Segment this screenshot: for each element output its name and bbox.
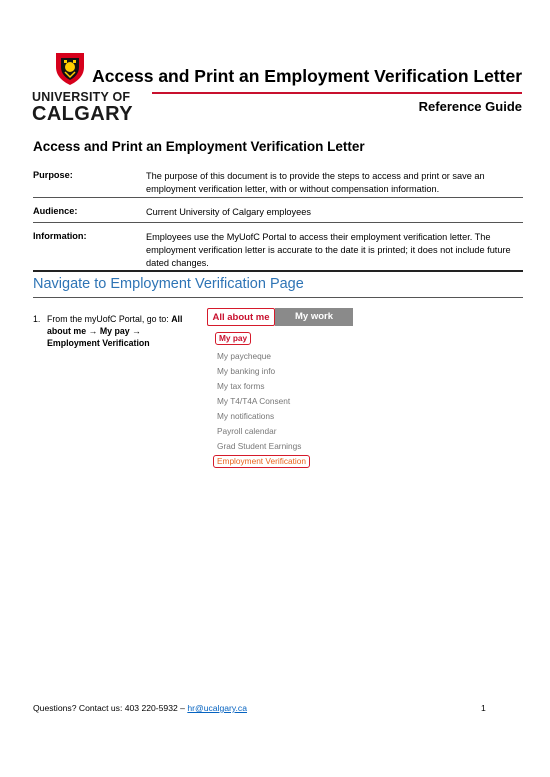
step-text-start: From the myUofC Portal, go to:: [47, 314, 172, 324]
menu-list: [213, 330, 337, 470]
menu-item-employment-verification[interactable]: Employment Verification: [213, 455, 310, 468]
divider: [33, 270, 523, 272]
divider: [33, 222, 523, 223]
menu-item-my-notifications[interactable]: My notifications: [217, 411, 275, 421]
arrow-icon: →: [132, 326, 141, 337]
audience-text: Current University of Calgary employees: [146, 207, 311, 217]
purpose-label: Purpose:: [33, 170, 73, 180]
divider: [33, 297, 523, 298]
step-number: 1.: [33, 314, 41, 324]
university-logo: [32, 50, 147, 130]
menu-item-t4-consent[interactable]: My T4/T4A Consent: [217, 396, 291, 406]
path-all-about-me: All about me: [47, 314, 183, 337]
menu-item-payroll-calendar[interactable]: Payroll calendar: [217, 426, 277, 436]
menu-item-my-tax-forms[interactable]: My tax forms: [217, 381, 265, 391]
logo-calgary: CALGARY: [32, 103, 133, 125]
logo-university-of: UNIVERSITY OF: [32, 90, 131, 104]
footer-contact-text: Questions? Contact us: 403 220-5932 –: [33, 703, 188, 713]
path-employment-verification: Employment Verification: [47, 338, 150, 349]
email-link[interactable]: hr@ucalgary.ca: [187, 703, 248, 713]
menu-item-my-pay[interactable]: My pay: [215, 332, 251, 345]
divider: [33, 197, 523, 198]
reference-guide-label: Reference Guide: [418, 99, 522, 114]
footer-contact: [33, 703, 247, 713]
portal-menu-screenshot: [207, 308, 353, 470]
audience-row: [33, 206, 523, 220]
information-row: [33, 231, 523, 269]
path-my-pay: My pay: [99, 326, 130, 337]
information-label: Information:: [33, 231, 87, 241]
arrow-icon: →: [88, 326, 98, 337]
purpose-row: [33, 170, 523, 194]
page-number: 1: [481, 703, 486, 713]
purpose-text: The purpose of this document is to provide the steps to access and print or save an employment verification letter, with or without compensation information.: [146, 171, 485, 194]
section-heading: Navigate to Employment Verification Page: [33, 276, 304, 292]
document-title: Access and Print an Employment Verification Letter: [92, 66, 522, 86]
crest-icon: [52, 50, 88, 86]
tab-all-about-me[interactable]: All about me: [207, 308, 275, 326]
title-divider: [152, 92, 522, 94]
menu-item-grad-student-earnings[interactable]: Grad Student Earnings: [217, 441, 302, 451]
step-text: [47, 313, 207, 350]
information-text: Employees use the MyUofC Portal to access their employment verification letter. The employment verification letter is accurate to the date it is printed; it does not include future dated changes.: [146, 232, 511, 268]
menu-item-my-paycheque[interactable]: My paycheque: [217, 351, 271, 361]
tab-my-work[interactable]: My work: [275, 308, 353, 326]
audience-label: Audience:: [33, 206, 78, 216]
menu-item-my-banking-info[interactable]: My banking info: [217, 366, 276, 376]
page-title: Access and Print an Employment Verification Letter: [33, 139, 365, 154]
tab-bar: [207, 308, 353, 326]
